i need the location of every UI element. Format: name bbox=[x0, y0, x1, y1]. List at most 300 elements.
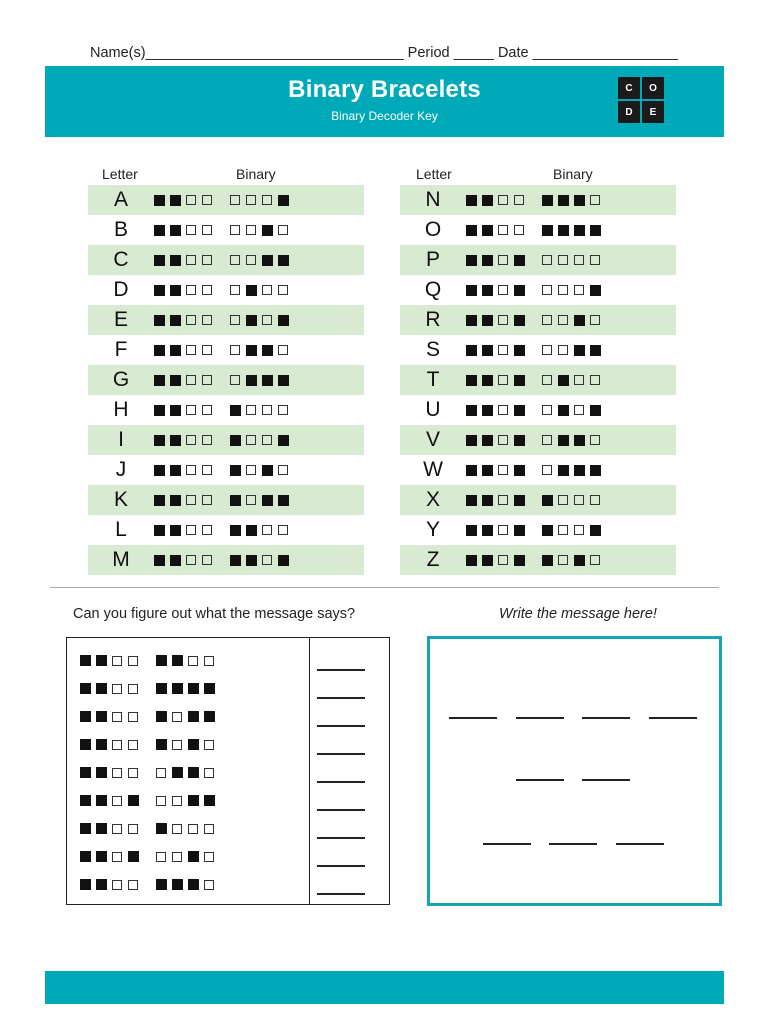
filled-bit bbox=[154, 285, 165, 296]
filled-bit bbox=[514, 525, 525, 536]
empty-bit bbox=[172, 796, 182, 806]
key-row bbox=[88, 485, 364, 515]
letter-blank[interactable] bbox=[317, 781, 365, 783]
binary-code bbox=[154, 555, 294, 566]
filled-bit bbox=[154, 435, 165, 446]
empty-bit bbox=[246, 495, 256, 505]
empty-bit bbox=[574, 525, 584, 535]
filled-bit bbox=[96, 823, 107, 834]
filled-bit bbox=[188, 767, 199, 778]
filled-bit bbox=[156, 655, 167, 666]
filled-bit bbox=[574, 315, 585, 326]
key-letter: Z bbox=[426, 548, 440, 571]
empty-bit bbox=[128, 768, 138, 778]
decoder-key-right bbox=[400, 185, 676, 575]
filled-bit bbox=[170, 255, 181, 266]
empty-bit bbox=[558, 345, 568, 355]
filled-bit bbox=[188, 795, 199, 806]
filled-bit bbox=[574, 345, 585, 356]
answer-letter-blank[interactable] bbox=[449, 717, 497, 719]
filled-bit bbox=[170, 465, 181, 476]
filled-bit bbox=[170, 225, 181, 236]
filled-bit bbox=[278, 555, 289, 566]
filled-bit bbox=[514, 315, 525, 326]
filled-bit bbox=[542, 555, 553, 566]
key-row bbox=[400, 185, 676, 215]
empty-bit bbox=[186, 405, 196, 415]
key-letter: U bbox=[425, 398, 441, 421]
answer-letter-blank[interactable] bbox=[549, 843, 597, 845]
filled-bit bbox=[482, 525, 493, 536]
filled-bit bbox=[542, 495, 553, 506]
empty-bit bbox=[262, 525, 272, 535]
empty-bit bbox=[514, 195, 524, 205]
filled-bit bbox=[466, 225, 477, 236]
filled-bit bbox=[466, 465, 477, 476]
filled-bit bbox=[482, 195, 493, 206]
empty-bit bbox=[128, 712, 138, 722]
filled-bit bbox=[170, 405, 181, 416]
binary-code bbox=[154, 495, 294, 506]
left-binary-header: Binary bbox=[236, 166, 276, 182]
filled-bit bbox=[154, 465, 165, 476]
key-row bbox=[400, 425, 676, 455]
empty-bit bbox=[186, 195, 196, 205]
empty-bit bbox=[262, 195, 272, 205]
filled-bit bbox=[188, 739, 199, 750]
filled-bit bbox=[170, 495, 181, 506]
filled-bit bbox=[278, 375, 289, 386]
filled-bit bbox=[246, 525, 257, 536]
key-row bbox=[400, 275, 676, 305]
empty-bit bbox=[498, 435, 508, 445]
empty-bit bbox=[112, 852, 122, 862]
filled-bit bbox=[466, 195, 477, 206]
key-row bbox=[88, 275, 364, 305]
filled-bit bbox=[170, 375, 181, 386]
filled-bit bbox=[590, 345, 601, 356]
empty-bit bbox=[574, 405, 584, 415]
binary-code bbox=[154, 255, 294, 266]
empty-bit bbox=[112, 880, 122, 890]
empty-bit bbox=[558, 495, 568, 505]
filled-bit bbox=[188, 683, 199, 694]
filled-bit bbox=[188, 851, 199, 862]
message-code-row bbox=[80, 683, 220, 694]
filled-bit bbox=[262, 465, 273, 476]
filled-bit bbox=[170, 285, 181, 296]
filled-bit bbox=[558, 225, 569, 236]
filled-bit bbox=[482, 225, 493, 236]
filled-bit bbox=[154, 345, 165, 356]
filled-bit bbox=[96, 711, 107, 722]
filled-bit bbox=[246, 315, 257, 326]
empty-bit bbox=[186, 315, 196, 325]
empty-bit bbox=[574, 255, 584, 265]
key-letter: G bbox=[112, 368, 130, 391]
empty-bit bbox=[542, 315, 552, 325]
page-title: Binary Bracelets bbox=[288, 76, 481, 103]
filled-bit bbox=[514, 375, 525, 386]
empty-bit bbox=[230, 285, 240, 295]
empty-bit bbox=[202, 375, 212, 385]
filled-bit bbox=[154, 255, 165, 266]
empty-bit bbox=[230, 345, 240, 355]
key-letter: O bbox=[424, 218, 442, 241]
empty-bit bbox=[498, 315, 508, 325]
filled-bit bbox=[466, 315, 477, 326]
empty-bit bbox=[202, 255, 212, 265]
filled-bit bbox=[230, 435, 241, 446]
binary-code bbox=[466, 495, 606, 506]
answer-letter-blank[interactable] bbox=[582, 717, 630, 719]
filled-bit bbox=[262, 495, 273, 506]
empty-bit bbox=[202, 225, 212, 235]
empty-bit bbox=[112, 656, 122, 666]
binary-code bbox=[80, 795, 220, 806]
filled-bit bbox=[574, 195, 585, 206]
empty-bit bbox=[156, 796, 166, 806]
binary-code bbox=[466, 435, 606, 446]
filled-bit bbox=[80, 767, 91, 778]
empty-bit bbox=[590, 255, 600, 265]
empty-bit bbox=[112, 796, 122, 806]
filled-bit bbox=[96, 683, 107, 694]
filled-bit bbox=[172, 767, 183, 778]
filled-bit bbox=[96, 767, 107, 778]
key-letter: Y bbox=[425, 518, 440, 541]
empty-bit bbox=[128, 824, 138, 834]
filled-bit bbox=[96, 795, 107, 806]
letter-blank[interactable] bbox=[317, 809, 365, 811]
empty-bit bbox=[246, 465, 256, 475]
filled-bit bbox=[466, 405, 477, 416]
empty-bit bbox=[542, 375, 552, 385]
filled-bit bbox=[188, 879, 199, 890]
filled-bit bbox=[482, 255, 493, 266]
filled-bit bbox=[80, 739, 91, 750]
filled-bit bbox=[96, 879, 107, 890]
empty-bit bbox=[262, 555, 272, 565]
filled-bit bbox=[156, 683, 167, 694]
empty-bit bbox=[186, 375, 196, 385]
key-letter: S bbox=[425, 338, 440, 361]
empty-bit bbox=[202, 465, 212, 475]
empty-bit bbox=[574, 285, 584, 295]
message-code-row bbox=[80, 795, 220, 806]
filled-bit bbox=[278, 435, 289, 446]
key-row bbox=[88, 455, 364, 485]
filled-bit bbox=[482, 555, 493, 566]
filled-bit bbox=[574, 555, 585, 566]
message-code-row bbox=[80, 739, 220, 750]
filled-bit bbox=[156, 711, 167, 722]
key-row bbox=[400, 455, 676, 485]
filled-bit bbox=[246, 285, 257, 296]
empty-bit bbox=[112, 712, 122, 722]
message-code-row bbox=[80, 711, 220, 722]
filled-bit bbox=[80, 823, 91, 834]
key-letter: P bbox=[425, 248, 440, 271]
filled-bit bbox=[154, 315, 165, 326]
filled-bit bbox=[230, 525, 241, 536]
empty-bit bbox=[262, 285, 272, 295]
empty-bit bbox=[498, 375, 508, 385]
binary-code bbox=[154, 375, 294, 386]
key-letter: H bbox=[113, 398, 129, 421]
filled-bit bbox=[96, 851, 107, 862]
key-letter: V bbox=[425, 428, 440, 451]
filled-bit bbox=[278, 255, 289, 266]
empty-bit bbox=[498, 525, 508, 535]
filled-bit bbox=[542, 225, 553, 236]
key-row bbox=[400, 365, 676, 395]
filled-bit bbox=[574, 465, 585, 476]
filled-bit bbox=[80, 711, 91, 722]
empty-bit bbox=[230, 315, 240, 325]
filled-bit bbox=[482, 375, 493, 386]
letter-blank[interactable] bbox=[317, 837, 365, 839]
filled-bit bbox=[278, 315, 289, 326]
filled-bit bbox=[514, 555, 525, 566]
binary-code bbox=[154, 225, 294, 236]
empty-bit bbox=[542, 465, 552, 475]
message-code-row bbox=[80, 655, 220, 666]
binary-code bbox=[466, 405, 606, 416]
filled-bit bbox=[482, 285, 493, 296]
filled-bit bbox=[466, 555, 477, 566]
filled-bit bbox=[482, 345, 493, 356]
binary-code bbox=[80, 711, 220, 722]
filled-bit bbox=[278, 495, 289, 506]
empty-bit bbox=[202, 555, 212, 565]
answer-letter-blank[interactable] bbox=[516, 779, 564, 781]
key-letter: R bbox=[425, 308, 441, 331]
filled-bit bbox=[514, 465, 525, 476]
filled-bit bbox=[154, 525, 165, 536]
key-row bbox=[88, 245, 364, 275]
letter-blank[interactable] bbox=[317, 697, 365, 699]
empty-bit bbox=[558, 555, 568, 565]
key-row bbox=[88, 515, 364, 545]
key-letter: L bbox=[115, 518, 127, 541]
empty-bit bbox=[204, 656, 214, 666]
filled-bit bbox=[542, 195, 553, 206]
empty-bit bbox=[112, 684, 122, 694]
encoded-message-box bbox=[66, 637, 390, 905]
filled-bit bbox=[230, 405, 241, 416]
binary-code bbox=[80, 823, 220, 834]
empty-bit bbox=[278, 225, 288, 235]
filled-bit bbox=[514, 405, 525, 416]
empty-bit bbox=[156, 768, 166, 778]
decoder-key-left bbox=[88, 185, 364, 575]
empty-bit bbox=[112, 740, 122, 750]
empty-bit bbox=[558, 315, 568, 325]
filled-bit bbox=[542, 525, 553, 536]
filled-bit bbox=[204, 683, 215, 694]
empty-bit bbox=[498, 255, 508, 265]
empty-bit bbox=[204, 880, 214, 890]
empty-bit bbox=[558, 285, 568, 295]
filled-bit bbox=[154, 195, 165, 206]
empty-bit bbox=[498, 495, 508, 505]
empty-bit bbox=[246, 225, 256, 235]
empty-bit bbox=[590, 555, 600, 565]
filled-bit bbox=[204, 795, 215, 806]
key-row bbox=[88, 185, 364, 215]
filled-bit bbox=[96, 655, 107, 666]
title-banner bbox=[45, 66, 724, 137]
write-prompt: Write the message here! bbox=[499, 606, 657, 622]
filled-bit bbox=[558, 375, 569, 386]
message-column-divider bbox=[309, 638, 310, 904]
empty-bit bbox=[186, 345, 196, 355]
letter-blank[interactable] bbox=[317, 893, 365, 895]
question-text: Can you figure out what the message says? bbox=[73, 606, 356, 622]
answer-letter-blank[interactable] bbox=[516, 717, 564, 719]
logo-letter: D bbox=[618, 101, 640, 123]
filled-bit bbox=[170, 435, 181, 446]
filled-bit bbox=[466, 375, 477, 386]
filled-bit bbox=[154, 555, 165, 566]
filled-bit bbox=[262, 225, 273, 236]
filled-bit bbox=[246, 375, 257, 386]
letter-blank[interactable] bbox=[317, 669, 365, 671]
letter-blank[interactable] bbox=[317, 725, 365, 727]
empty-bit bbox=[128, 740, 138, 750]
empty-bit bbox=[574, 375, 584, 385]
key-letter: X bbox=[425, 488, 440, 511]
empty-bit bbox=[172, 740, 182, 750]
empty-bit bbox=[590, 315, 600, 325]
message-code-row bbox=[80, 879, 220, 890]
empty-bit bbox=[498, 345, 508, 355]
letter-blank[interactable] bbox=[317, 753, 365, 755]
binary-code bbox=[154, 525, 294, 536]
empty-bit bbox=[186, 465, 196, 475]
key-row bbox=[400, 305, 676, 335]
filled-bit bbox=[128, 851, 139, 862]
filled-bit bbox=[590, 225, 601, 236]
empty-bit bbox=[278, 285, 288, 295]
key-row bbox=[88, 215, 364, 245]
letter-blank[interactable] bbox=[317, 865, 365, 867]
key-row bbox=[88, 425, 364, 455]
empty-bit bbox=[204, 768, 214, 778]
binary-code bbox=[466, 465, 606, 476]
answer-letter-blank[interactable] bbox=[649, 717, 697, 719]
empty-bit bbox=[542, 435, 552, 445]
answer-letter-blank[interactable] bbox=[616, 843, 664, 845]
filled-bit bbox=[590, 465, 601, 476]
filled-bit bbox=[466, 285, 477, 296]
filled-bit bbox=[172, 879, 183, 890]
binary-code bbox=[154, 435, 294, 446]
filled-bit bbox=[154, 495, 165, 506]
binary-code bbox=[466, 555, 606, 566]
empty-bit bbox=[202, 495, 212, 505]
filled-bit bbox=[170, 555, 181, 566]
empty-bit bbox=[186, 255, 196, 265]
binary-code bbox=[80, 879, 220, 890]
empty-bit bbox=[498, 195, 508, 205]
empty-bit bbox=[186, 435, 196, 445]
binary-code bbox=[466, 285, 606, 296]
empty-bit bbox=[574, 495, 584, 505]
answer-letter-blank[interactable] bbox=[582, 779, 630, 781]
filled-bit bbox=[514, 255, 525, 266]
key-letter: B bbox=[113, 218, 128, 241]
empty-bit bbox=[498, 555, 508, 565]
filled-bit bbox=[466, 525, 477, 536]
empty-bit bbox=[128, 684, 138, 694]
binary-code bbox=[466, 315, 606, 326]
name-period-date-line: Name(s)________________________________ Period _____ Date __________________ bbox=[90, 45, 678, 61]
answer-box[interactable] bbox=[427, 636, 722, 906]
empty-bit bbox=[590, 195, 600, 205]
binary-code bbox=[80, 739, 220, 750]
binary-code bbox=[80, 767, 220, 778]
filled-bit bbox=[466, 345, 477, 356]
code-logo bbox=[618, 77, 664, 123]
empty-bit bbox=[202, 315, 212, 325]
filled-bit bbox=[278, 195, 289, 206]
binary-code bbox=[466, 225, 606, 236]
empty-bit bbox=[172, 852, 182, 862]
binary-code bbox=[466, 195, 606, 206]
key-letter: Q bbox=[424, 278, 442, 301]
empty-bit bbox=[278, 345, 288, 355]
empty-bit bbox=[246, 195, 256, 205]
key-letter: C bbox=[113, 248, 129, 271]
key-letter: J bbox=[115, 458, 127, 481]
empty-bit bbox=[498, 465, 508, 475]
empty-bit bbox=[542, 255, 552, 265]
filled-bit bbox=[188, 711, 199, 722]
filled-bit bbox=[514, 435, 525, 446]
filled-bit bbox=[156, 739, 167, 750]
filled-bit bbox=[558, 465, 569, 476]
filled-bit bbox=[204, 711, 215, 722]
filled-bit bbox=[172, 655, 183, 666]
filled-bit bbox=[262, 375, 273, 386]
binary-code bbox=[80, 655, 220, 666]
filled-bit bbox=[230, 555, 241, 566]
section-divider bbox=[50, 587, 719, 588]
empty-bit bbox=[186, 285, 196, 295]
right-binary-header: Binary bbox=[553, 166, 593, 182]
answer-letter-blank[interactable] bbox=[483, 843, 531, 845]
filled-bit bbox=[170, 345, 181, 356]
binary-code bbox=[154, 285, 294, 296]
empty-bit bbox=[558, 525, 568, 535]
empty-bit bbox=[202, 405, 212, 415]
filled-bit bbox=[482, 495, 493, 506]
filled-bit bbox=[482, 315, 493, 326]
filled-bit bbox=[262, 345, 273, 356]
empty-bit bbox=[186, 495, 196, 505]
empty-bit bbox=[128, 880, 138, 890]
filled-bit bbox=[482, 405, 493, 416]
binary-code bbox=[154, 405, 294, 416]
filled-bit bbox=[154, 375, 165, 386]
key-letter: T bbox=[426, 368, 440, 391]
filled-bit bbox=[482, 435, 493, 446]
filled-bit bbox=[246, 555, 257, 566]
empty-bit bbox=[202, 435, 212, 445]
empty-bit bbox=[202, 195, 212, 205]
